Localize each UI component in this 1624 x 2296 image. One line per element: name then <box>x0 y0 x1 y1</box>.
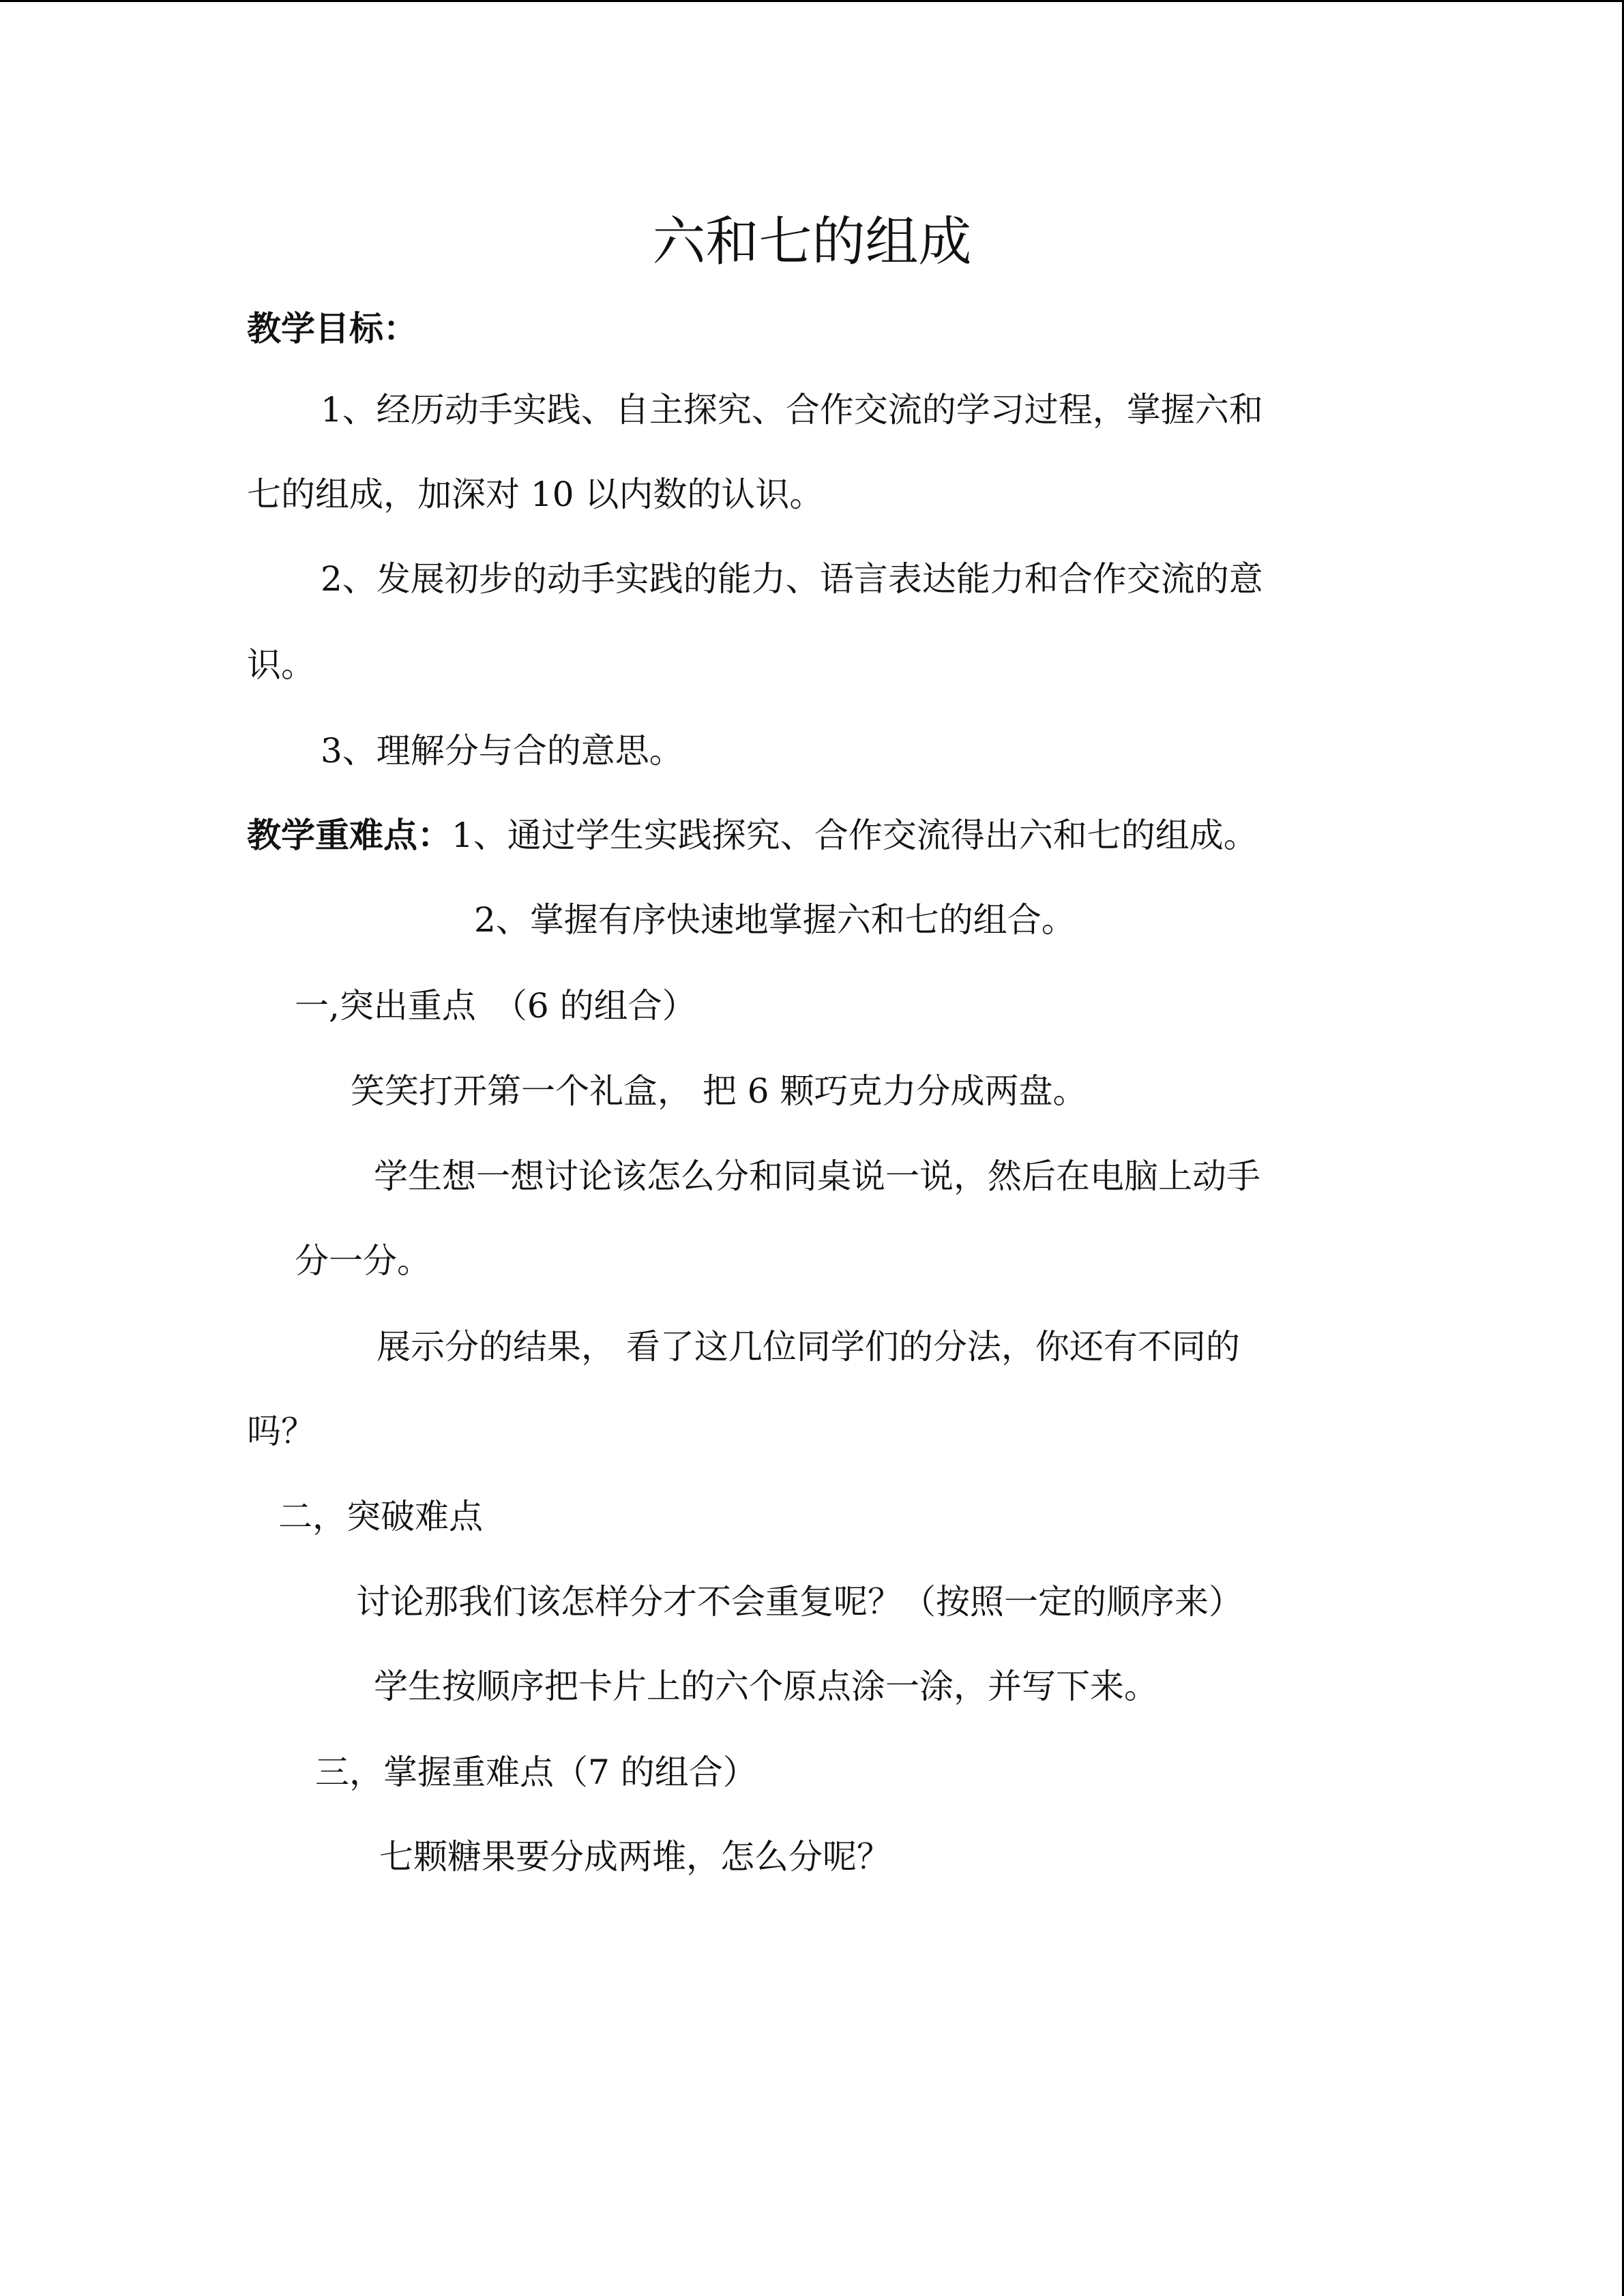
goal-1-line-1: 1、经历动手实践、自主探究、合作交流的学习过程，掌握六和 <box>321 390 1263 430</box>
section-2-line-2: 学生按顺序把卡片上的六个原点涂一涂，并写下来。 <box>374 1667 1158 1706</box>
document-title: 六和七的组成 <box>652 211 972 273</box>
section-1-line-2: 学生想一想讨论该怎么分和同桌说一说，然后在电脑上动手 <box>374 1157 1260 1196</box>
section-1-line-1: 笑笑打开第一个礼盒， 把 6 颗巧克力分成两盘。 <box>351 1071 1087 1111</box>
section-1-line-4: 展示分的结果， 看了这几位同学们的分法，你还有不同的 <box>377 1327 1240 1367</box>
key-points-row <box>247 811 1258 859</box>
section-1-heading: 一,突出重点 （6 的组合） <box>295 986 696 1026</box>
goal-3-line-1: 3、理解分与合的意思。 <box>321 731 683 771</box>
section-2-heading: 二，突破难点 <box>278 1497 483 1536</box>
goals-heading: 教学目标： <box>247 309 417 348</box>
section-2-line-1: 讨论那我们该怎样分才不会重复呢？（按照一定的顺序来） <box>356 1582 1243 1622</box>
section-3-heading: 三，掌握重难点（7 的组合） <box>315 1753 757 1792</box>
page-top-border <box>0 0 1624 2</box>
key-point-1: 1、通过学生实践探究、合作交流得出六和七的组成。 <box>452 816 1258 855</box>
section-1-line-3: 分一分。 <box>295 1241 431 1281</box>
section-1-line-5: 吗？ <box>247 1412 315 1451</box>
goal-2-line-1: 2、发展初步的动手实践的能力、语言表达能力和合作交流的意 <box>321 559 1263 599</box>
goal-2-line-2: 识。 <box>247 645 315 685</box>
goal-1-line-2: 七的组成，加深对 10 以内数的认识。 <box>247 475 824 514</box>
key-points-heading: 教学重难点： <box>247 816 452 855</box>
key-point-2: 2、掌握有序快速地掌握六和七的组合。 <box>474 900 1076 940</box>
section-3-line-1: 七颗糖果要分成两堆，怎么分呢？ <box>379 1837 891 1877</box>
